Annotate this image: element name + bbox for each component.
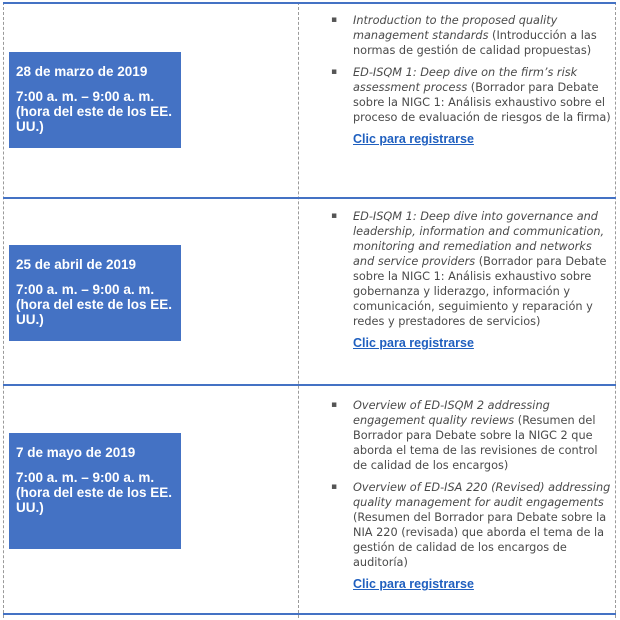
topic-spanish: (Resumen del Borrador para Debate sobre la NIA 220 (revisada) que aborda el tema de la gestión de calidad de los encargos de auditoría) <box>353 511 607 569</box>
session-date: 7 de mayo de 2019 <box>16 445 136 460</box>
topic-spanish: (Introducción a las normas de gestión de calidad propuestas) <box>353 29 597 57</box>
session-topics <box>325 13 615 147</box>
session-time: 7:00 a. m. – 9:00 a. m. (hora del este de los EE. UU.) <box>16 470 173 515</box>
session-date: 25 de abril de 2019 <box>16 257 137 272</box>
register-link[interactable]: Clic para registrarse <box>353 132 474 146</box>
register-link[interactable]: Clic para registrarse <box>353 577 474 591</box>
session-time: 7:00 a. m. – 9:00 a. m. (hora del este de los EE. UU.) <box>16 89 173 134</box>
row-divider <box>3 613 616 615</box>
topic-english: Overview of ED-ISA 220 (Revised) addressing quality management for audit engagements <box>353 481 611 509</box>
table-row <box>3 2 616 197</box>
topic-english: Overview of ED-ISQM 2 addressing engagement quality reviews <box>353 399 550 427</box>
topic-english: ED-ISQM 1: Deep dive on the firm’s risk assessment process <box>353 66 578 94</box>
date-box <box>9 52 181 148</box>
topic-english: Introduction to the proposed quality management standards <box>353 14 558 42</box>
register-link[interactable]: Clic para registrarse <box>353 336 474 350</box>
date-box <box>9 433 181 549</box>
table-row <box>3 384 616 613</box>
session-topics <box>325 209 615 351</box>
topic-english: ED-ISQM 1: Deep dive into governance and leadership, information and communication, monitoring and remediation and networks and service providers <box>353 210 605 268</box>
bullet-icon: ▪ <box>331 400 338 410</box>
list-item <box>325 65 615 125</box>
table-row <box>3 197 616 384</box>
bullet-icon: ▪ <box>331 482 338 492</box>
session-topics <box>325 398 615 592</box>
list-item <box>325 13 615 58</box>
bullet-icon: ▪ <box>331 67 338 77</box>
list-item <box>325 209 615 329</box>
date-box <box>9 245 181 341</box>
list-item <box>325 398 615 473</box>
topic-spanish: (Resumen del Borrador para Debate sobre la NIGC 2 que aborda el tema de las revisiones de control de calidad de los encargos) <box>353 414 598 472</box>
topic-spanish: (Borrador para Debate sobre la NIGC 1: Análisis exhaustivo sobre gobernanza y liderazgo, información y comunicación, seguimiento y reparación y redes y prestadores de servicios) <box>353 255 607 328</box>
session-time: 7:00 a. m. – 9:00 a. m. (hora del este de los EE. UU.) <box>16 282 173 327</box>
session-date: 28 de marzo de 2019 <box>16 64 148 79</box>
bullet-icon: ▪ <box>331 15 338 25</box>
list-item <box>325 480 615 570</box>
bullet-icon: ▪ <box>331 211 338 221</box>
topic-spanish: (Borrador para Debate sobre la NIGC 1: Análisis exhaustivo sobre el proceso de evaluación de riesgos de la firma) <box>353 81 611 124</box>
